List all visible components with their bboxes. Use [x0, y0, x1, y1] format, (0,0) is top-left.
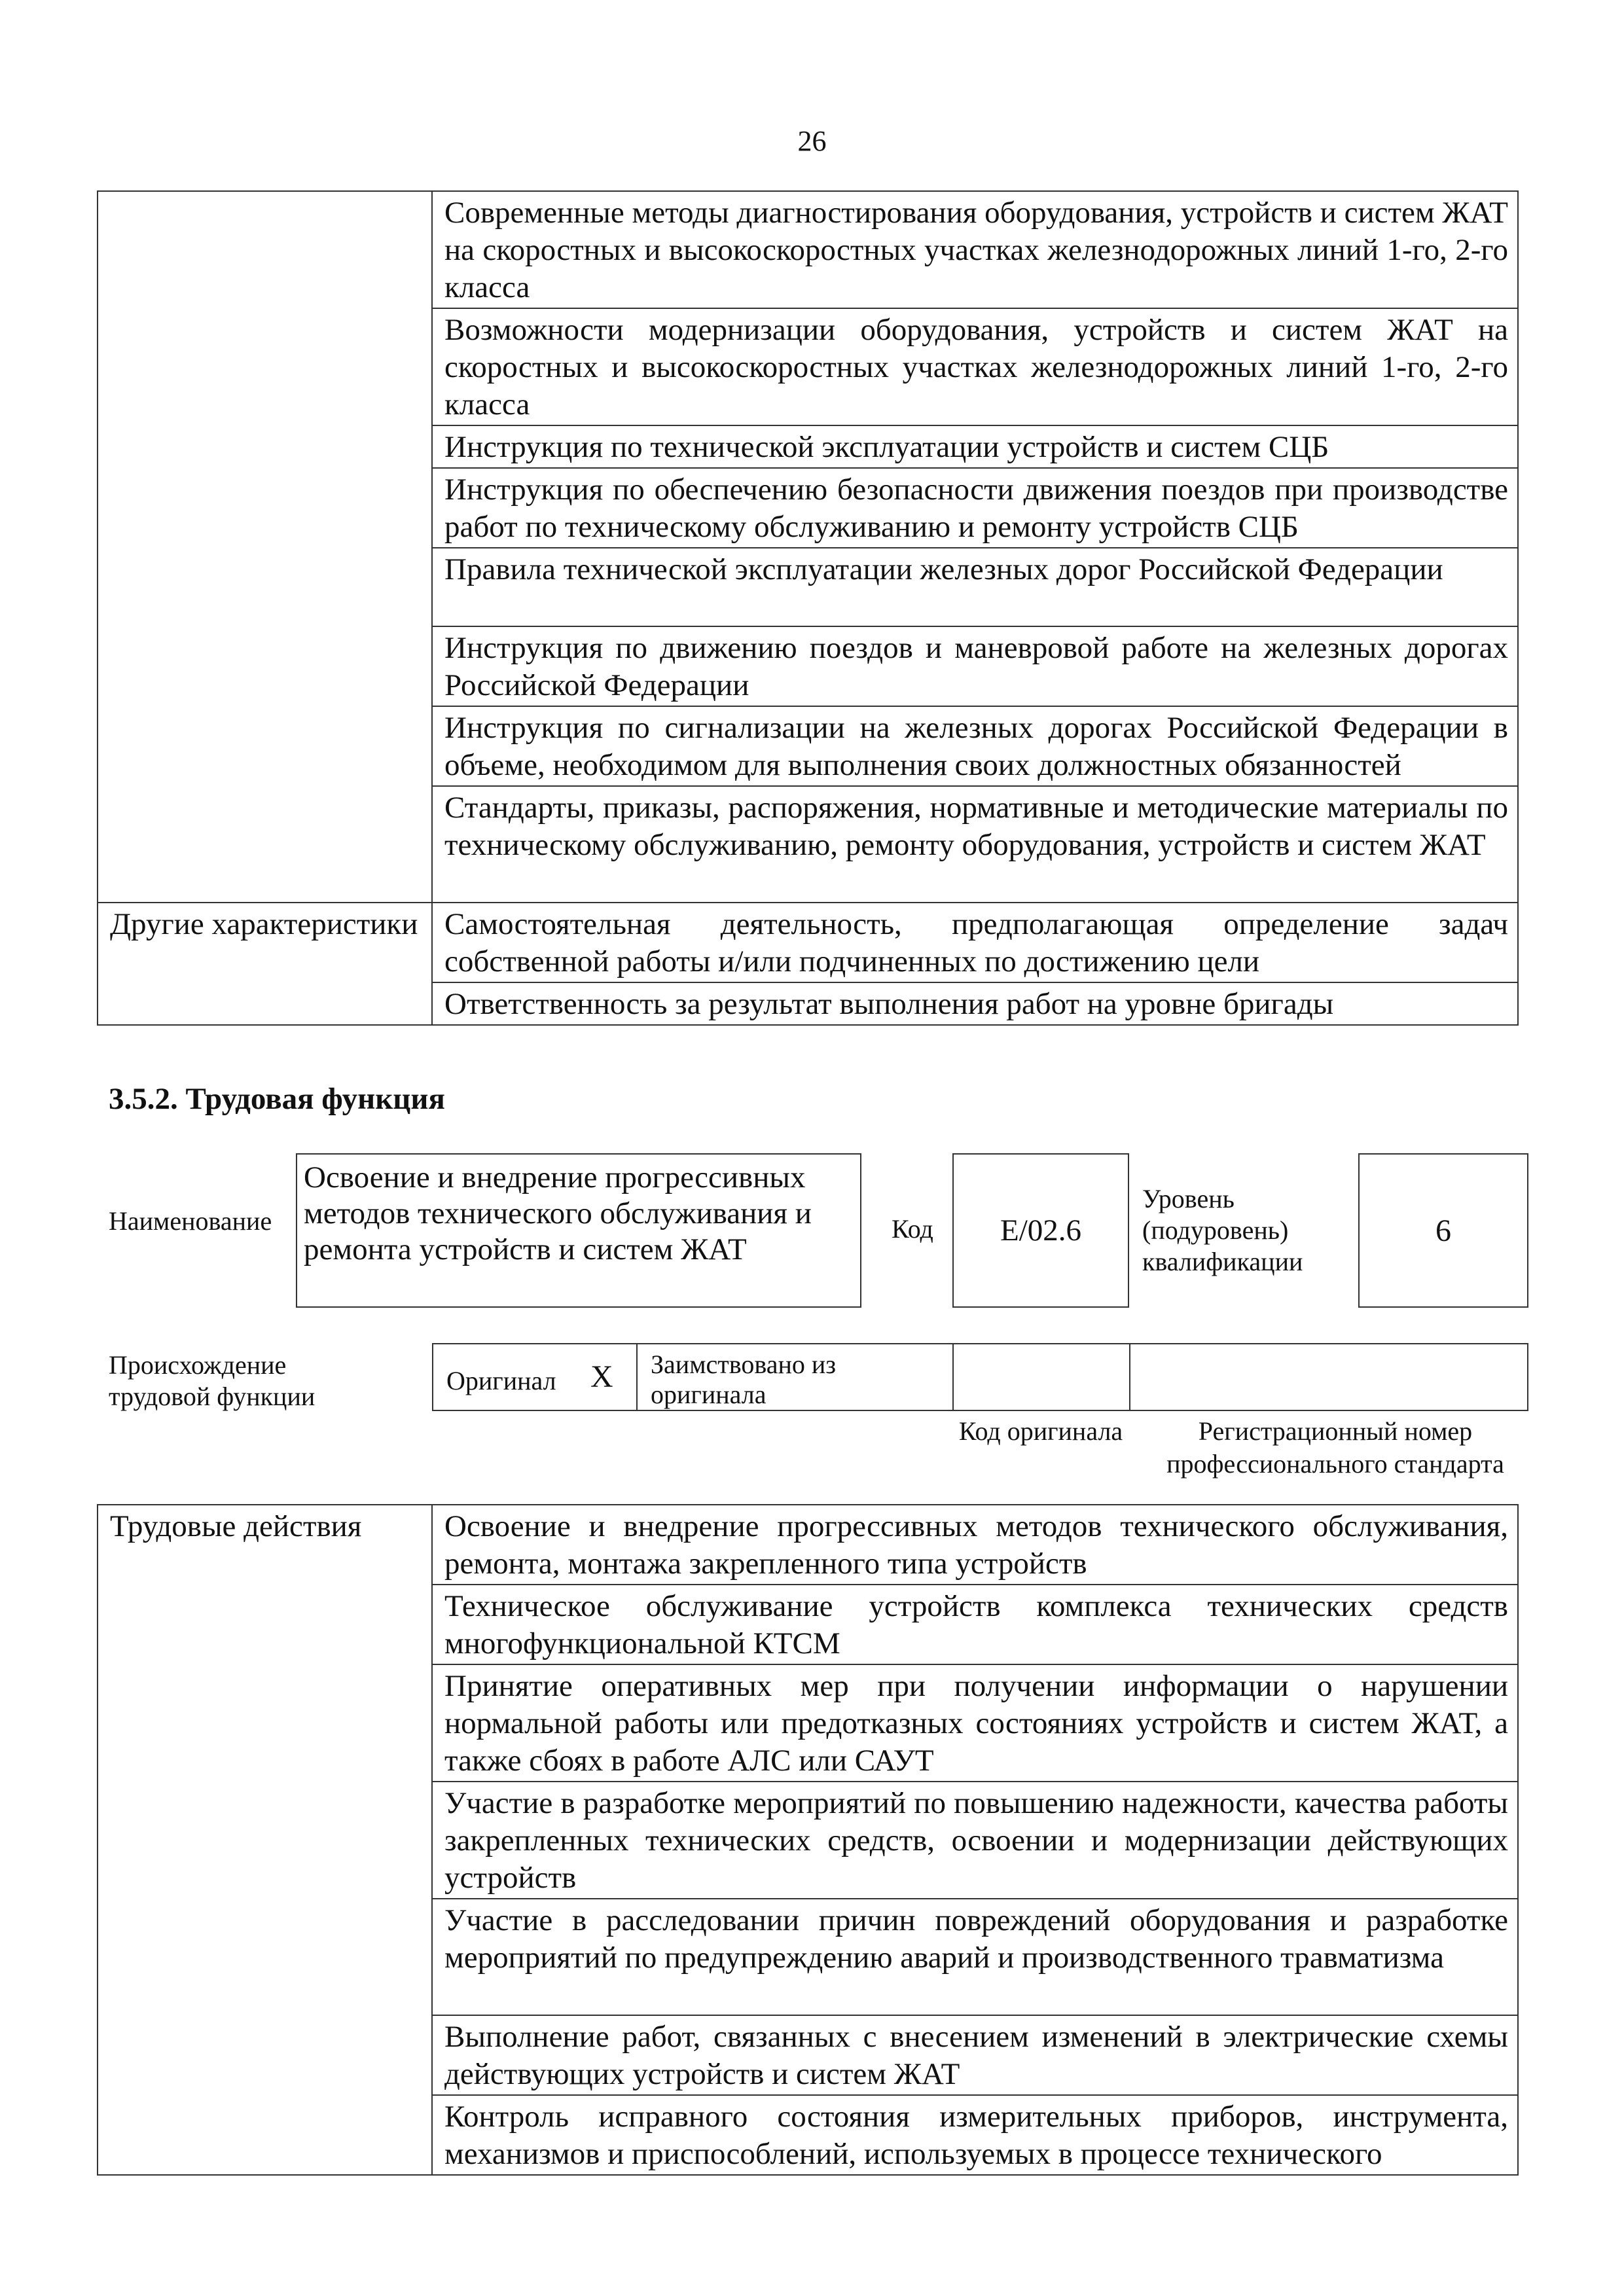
table-cell: Инструкция по сигнализации на железных дорогах Российской Федерации в объеме, необходимом для выполнения своих должностных обязанностей: [432, 706, 1518, 786]
table-cell: Ответственность за результат выполнения работ на уровне бригады: [432, 982, 1518, 1025]
divider: [952, 1344, 954, 1410]
table-cell: Участие в расследовании причин повреждений оборудования и разработке мероприятий по предупреждению аварий и производственного травматизма: [432, 1899, 1518, 2015]
table-cell: Возможности модернизации оборудования, устройств и систем ЖАТ на скоростных и высокоскоростных участках железнодорожных линий 1-го, 2-го класса: [432, 308, 1518, 425]
table-cell: Техническое обслуживание устройств комплекса технических средств многофункциональной КТСМ: [432, 1585, 1518, 1664]
level-box: [1358, 1153, 1528, 1308]
original-mark: X: [590, 1359, 613, 1394]
original-label: Оригинал: [446, 1366, 556, 1395]
section-heading: 3.5.2. Трудовая функция: [109, 1082, 445, 1116]
table-cell: Стандарты, приказы, распоряжения, нормативные и методические материалы по техническому обслуживанию, ремонту оборудования, устройств и систем ЖАТ: [432, 786, 1518, 903]
divider: [636, 1344, 638, 1410]
table-cell: Принятие оперативных мер при получении информации о нарушении нормальной работы или предотказных состояниях устройств и систем ЖАТ, а также сбоях в работе АЛС или САУТ: [432, 1664, 1518, 1782]
table-cell: Правила технической эксплуатации железных дорог Российской Федерации: [432, 548, 1518, 626]
origin-label: Происхождение трудовой функции: [109, 1350, 316, 1411]
table-label-cell: Трудовые действия: [98, 1505, 432, 2175]
table-cell: Инструкция по технической эксплуатации устройств и систем СЦБ: [432, 425, 1518, 468]
function-name-value: Освоение и внедрение прогрессивных методов технического обслуживания и ремонта устройств и систем ЖАТ: [304, 1160, 812, 1266]
level-value: 6: [1435, 1213, 1451, 1248]
table-cell: Инструкция по движению поездов и маневровой работе на железных дорогах Российской Федерации: [432, 626, 1518, 706]
level-label: Уровень (подуровень) квалификации: [1142, 1184, 1303, 1276]
knowledge-table: [97, 190, 1519, 1026]
table-row: [98, 903, 1518, 982]
table-row: [98, 1505, 1518, 1585]
code-label: Код: [892, 1214, 933, 1244]
reg-number-caption: Регистрационный номер профессионального стандарта: [1166, 1416, 1504, 1479]
table-cell: Освоение и внедрение прогрессивных методов технического обслуживания, ремонта, монтажа закрепленного типа устройств: [432, 1505, 1518, 1585]
divider: [1129, 1344, 1130, 1410]
table-row: [98, 191, 1518, 308]
table-cell: Выполнение работ, связанных с внесением изменений в электрические схемы действующих устройств и систем ЖАТ: [432, 2015, 1518, 2095]
code-box: [952, 1153, 1129, 1308]
table-cell: Контроль исправного состояния измерительных приборов, инструмента, механизмов и приспособлений, используемых в процессе технического: [432, 2095, 1518, 2175]
labor-actions-table: [97, 1504, 1519, 2176]
origin-row: [432, 1343, 1528, 1411]
code-original-caption: Код оригинала: [958, 1416, 1123, 1446]
table-cell: Участие в разработке мероприятий по повышению надежности, качества работы закрепленных технических средств, освоении и модернизации действующих устройств: [432, 1782, 1518, 1899]
table-cell: Самостоятельная деятельность, предполагающая определение задач собственной работы и/или подчиненных по достижению цели: [432, 903, 1518, 982]
table-cell: Современные методы диагностирования оборудования, устройств и систем ЖАТ на скоростных и высокоскоростных участках железнодорожных линий 1-го, 2-го класса: [432, 191, 1518, 308]
table-label-cell-other: Другие характеристики: [98, 903, 432, 1025]
borrowed-label: Заимствовано из оригинала: [651, 1350, 837, 1409]
table-cell: Инструкция по обеспечению безопасности движения поездов при производстве работ по техническому обслуживанию и ремонту устройств СЦБ: [432, 468, 1518, 548]
name-label: Наименование: [109, 1206, 272, 1236]
page-number: 26: [797, 125, 827, 157]
code-value: E/02.6: [1000, 1213, 1082, 1247]
table-label-cell: [98, 191, 432, 903]
function-name-box: [296, 1153, 861, 1308]
